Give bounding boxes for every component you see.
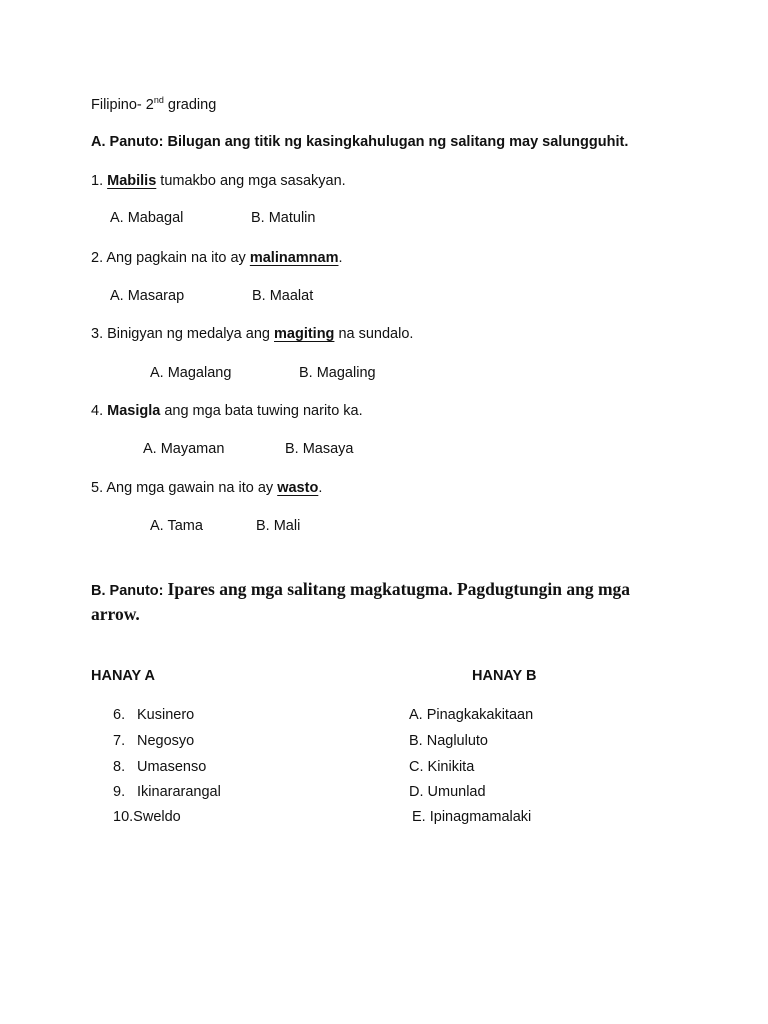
part-a-instruction: A. Panuto: Bilugan ang titik ng kasingkahulugan ng salitang may salungguhit. <box>91 134 629 150</box>
part-b-instruction-line1 <box>91 579 630 600</box>
item-word: Kusinero <box>137 707 195 723</box>
item-word: Umasenso <box>137 759 207 775</box>
title-subject: Filipino- 2 <box>91 97 154 113</box>
question-text-pre: Ang pagkain na ito ay <box>106 250 250 266</box>
question-2 <box>91 250 343 266</box>
part-b-instruction-text: Ipares ang mga salitang magkatugma. Pagdugtungin ang mga <box>167 579 631 599</box>
hanay-b-item-e[interactable]: E. Ipinagmamalaki <box>412 809 532 825</box>
part-b-label: B. Panuto: <box>91 583 168 599</box>
choice-1a[interactable]: A. Mabagal <box>110 210 184 226</box>
choice-2a[interactable]: A. Masarap <box>110 288 185 304</box>
choice-4a[interactable]: A. Mayaman <box>143 441 225 457</box>
underlined-keyword: wasto <box>277 480 319 496</box>
item-number: 6. <box>113 707 126 723</box>
choice-4b[interactable]: B. Masaya <box>285 441 354 457</box>
hanay-b-item-a[interactable]: A. Pinagkakakitaan <box>409 707 534 723</box>
hanay-b-title: HANAY B <box>472 668 537 684</box>
item-number: 8. <box>113 759 126 775</box>
choice-3a[interactable]: A. Magalang <box>150 365 232 381</box>
question-text-post: tumakbo ang mga sasakyan. <box>156 173 346 189</box>
question-4 <box>91 403 363 419</box>
hanay-b-item-d[interactable]: D. Umunlad <box>409 784 486 800</box>
worksheet-title <box>91 95 216 113</box>
keyword: Masigla <box>107 403 161 419</box>
hanay-a-item-6[interactable] <box>113 707 194 723</box>
title-grading: grading <box>163 97 217 113</box>
hanay-b-item-b[interactable]: B. Nagluluto <box>409 733 488 749</box>
choice-3b[interactable]: B. Magaling <box>299 365 376 381</box>
question-number: 2. <box>91 250 104 266</box>
choice-5a[interactable]: A. Tama <box>150 518 203 534</box>
question-text-post: . <box>338 250 343 266</box>
question-number: 1. <box>91 173 104 189</box>
item-word: Negosyo <box>137 733 195 749</box>
underlined-keyword: Mabilis <box>107 173 157 189</box>
item-number: 9. <box>113 784 126 800</box>
hanay-a-item-10[interactable] <box>113 809 181 825</box>
item-number: 10. <box>113 809 134 825</box>
question-1 <box>91 173 346 189</box>
underlined-keyword: magiting <box>274 326 335 342</box>
question-text-pre: Binigyan ng medalya ang <box>107 326 274 342</box>
choice-5b[interactable]: B. Mali <box>256 518 301 534</box>
hanay-a-item-8[interactable] <box>113 759 206 775</box>
item-word: Ikinararangal <box>137 784 221 800</box>
choice-2b[interactable]: B. Maalat <box>252 288 314 304</box>
underlined-keyword: malinamnam <box>249 250 339 266</box>
hanay-a-item-7[interactable] <box>113 733 194 749</box>
choice-1b[interactable]: B. Matulin <box>251 210 316 226</box>
question-text-post: . <box>318 480 323 496</box>
hanay-a-item-9[interactable] <box>113 784 221 800</box>
question-text-post: na sundalo. <box>334 326 414 342</box>
question-3 <box>91 326 413 342</box>
question-text-pre: Ang mga gawain na ito ay <box>106 480 278 496</box>
question-number: 3. <box>91 326 104 342</box>
item-word: Sweldo <box>133 809 181 825</box>
question-text-post: ang mga bata tuwing narito ka. <box>160 403 363 419</box>
question-number: 4. <box>91 403 104 419</box>
question-number: 5. <box>91 480 104 496</box>
part-b-instruction-line2: arrow. <box>91 604 140 624</box>
hanay-a-title: HANAY A <box>91 668 155 684</box>
question-5 <box>91 480 322 496</box>
item-number: 7. <box>113 733 126 749</box>
hanay-b-item-c[interactable]: C. Kinikita <box>409 759 475 775</box>
title-superscript: nd <box>153 95 164 105</box>
